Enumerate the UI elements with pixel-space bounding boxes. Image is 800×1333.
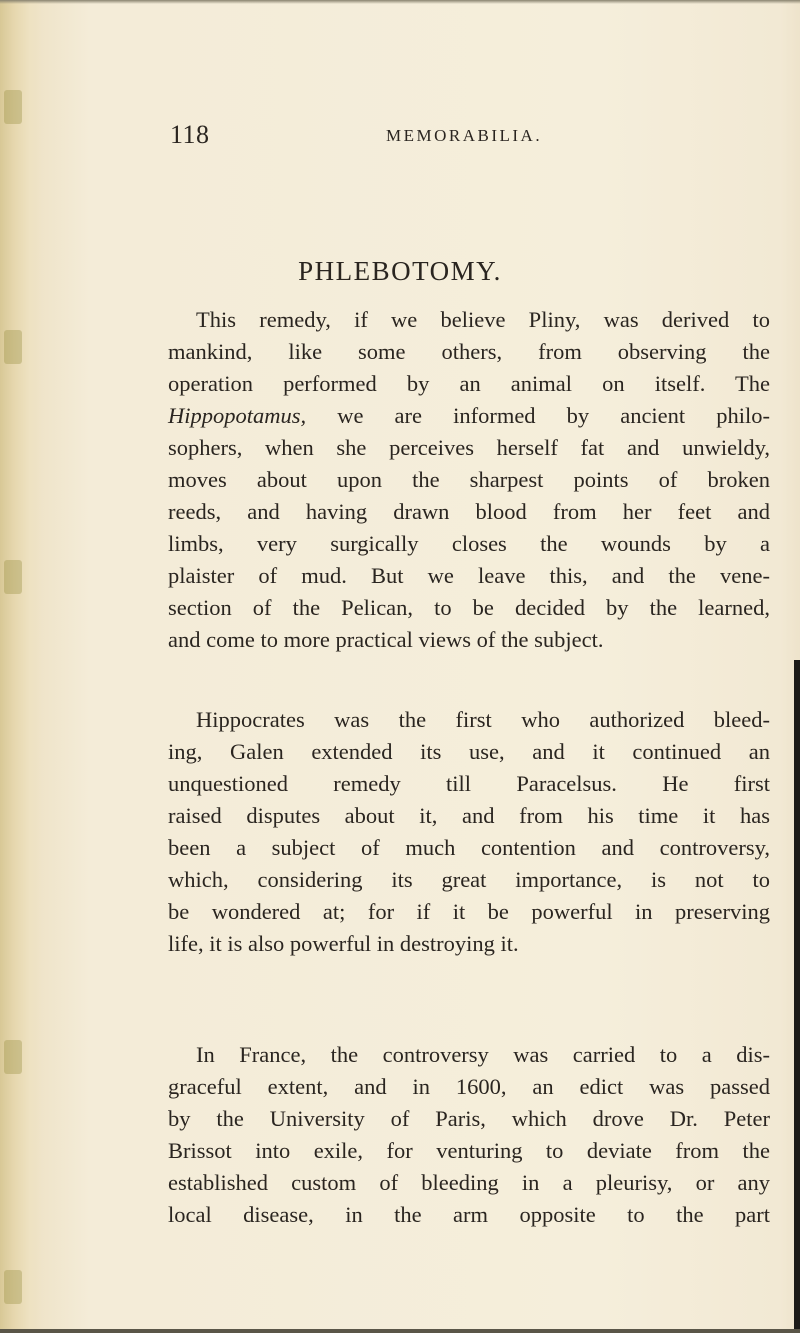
- text-line: limbs, very surgically closes the wounds by a: [168, 531, 770, 556]
- text-line: ing, Galen extended its use, and it continued an: [168, 739, 770, 764]
- text-line: plaister of mud. But we leave this, and the vene-: [168, 563, 770, 588]
- page-binding: [0, 0, 42, 1333]
- page-right-edge: [794, 660, 800, 1333]
- italic-term: Hippopotamus,: [168, 403, 307, 428]
- text-line: This remedy, if we believe Pliny, was derived to: [196, 307, 770, 332]
- text-line: graceful extent, and in 1600, an edict was passed: [168, 1074, 770, 1099]
- text-line: section of the Pelican, to be decided by the learned,: [168, 595, 770, 620]
- text-line: established custom of bleeding in a pleurisy, or any: [168, 1170, 770, 1195]
- text-line: moves about upon the sharpest points of broken: [168, 467, 770, 492]
- text-line: [168, 400, 770, 432]
- text-line: which, considering its great importance, is not to: [168, 867, 770, 892]
- text-line: reeds, and having drawn blood from her feet and: [168, 499, 770, 524]
- text-line: In France, the controversy was carried to a dis-: [196, 1042, 770, 1067]
- line-remainder: we are informed by ancient philo-: [306, 403, 770, 428]
- text-line: Brissot into exile, for venturing to deviate from the: [168, 1138, 770, 1163]
- text-line: raised disputes about it, and from his time it has: [168, 803, 770, 828]
- page-top-edge: [0, 0, 800, 4]
- text-line: mankind, like some others, from observing the: [168, 339, 770, 364]
- paragraph-3: [168, 1039, 770, 1231]
- section-title: PHLEBOTOMY.: [298, 256, 502, 286]
- running-header: [170, 120, 730, 150]
- text-line: sophers, when she perceives herself fat and unwieldy,: [168, 435, 770, 460]
- binding-stain: [4, 330, 22, 364]
- running-title: MEMORABILIA.: [386, 126, 543, 145]
- page-bottom-edge: [0, 1329, 800, 1333]
- text-line: operation performed by an animal on itself. The: [168, 371, 770, 396]
- paragraph-2: [168, 704, 770, 960]
- binding-stain: [4, 560, 22, 594]
- text-line: be wondered at; for if it be powerful in preserving: [168, 899, 770, 924]
- binding-stain: [4, 1270, 22, 1304]
- text-line: Hippocrates was the first who authorized bleed-: [196, 707, 770, 732]
- text-line: unquestioned remedy till Paracelsus. He first: [168, 771, 770, 796]
- text-line: life, it is also powerful in destroying it.: [168, 931, 519, 956]
- binding-stain: [4, 90, 22, 124]
- text-line: and come to more practical views of the subject.: [168, 627, 604, 652]
- page-number: 118: [170, 120, 210, 149]
- binding-stain: [4, 1040, 22, 1074]
- text-line: local disease, in the arm opposite to the part: [168, 1202, 770, 1227]
- text-line: by the University of Paris, which drove Dr. Peter: [168, 1106, 770, 1131]
- paragraph-1: [168, 304, 770, 656]
- text-line: been a subject of much contention and controversy,: [168, 835, 770, 860]
